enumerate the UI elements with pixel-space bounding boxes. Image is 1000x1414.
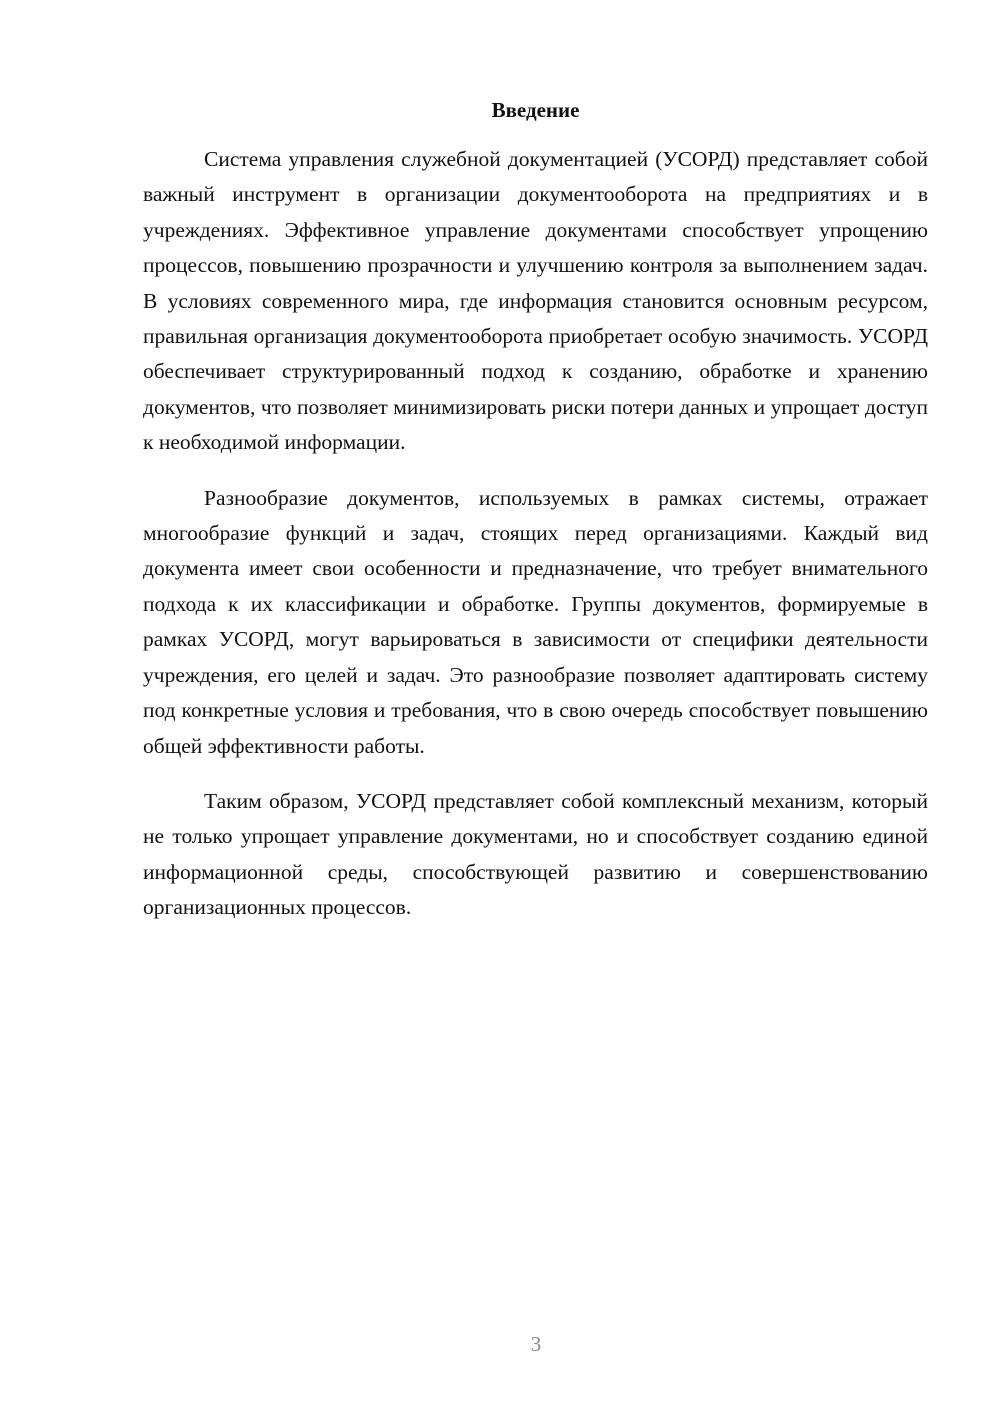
page-number: 3 <box>530 1332 542 1356</box>
paragraph-3: Таким образом, УСОРД представляет собой комплексный механизм, который не только упрощает управление документами, но и способствует созданию единой информационной среды, способствующей развитию и совершенствованию организационных процессов. <box>143 788 928 920</box>
paragraph-2: Разнообразие документов, используемых в рамках системы, отражает многообразие функций и задач, стоящих перед организациями. Каждый вид документа имеет свои особенности и предназначение, что требует внимательного подхода к их классификации и обработке. Группы документов, формируемые в рамках УСОРД, могут варьироваться в зависимости от специфики деятельности учреждения, его целей и задач. Это разнообразие позволяет адаптировать систему под конкретные условия и требования, что в свою очередь способствует повышению общей эффективности работы. <box>143 485 928 758</box>
paragraph-1: Система управления служебной документацией (УСОРД) представляет собой важный инструмент в организации документооборота на предприятиях и в учреждениях. Эффективное управление документами способствует упрощению процессов, повышению прозрачности и улучшению контроля за выполнением задач. В условиях современного мира, где информация становится основным ресурсом, правильная организация документооборота приобретает особую значимость. УСОРД обеспечивает структурированный подход к созданию, обработке и хранению документов, что позволяет минимизировать риски потери данных и упрощает доступ к необходимой информации. <box>143 147 928 455</box>
section-title: Введение <box>491 98 580 122</box>
page-content <box>143 92 928 946</box>
